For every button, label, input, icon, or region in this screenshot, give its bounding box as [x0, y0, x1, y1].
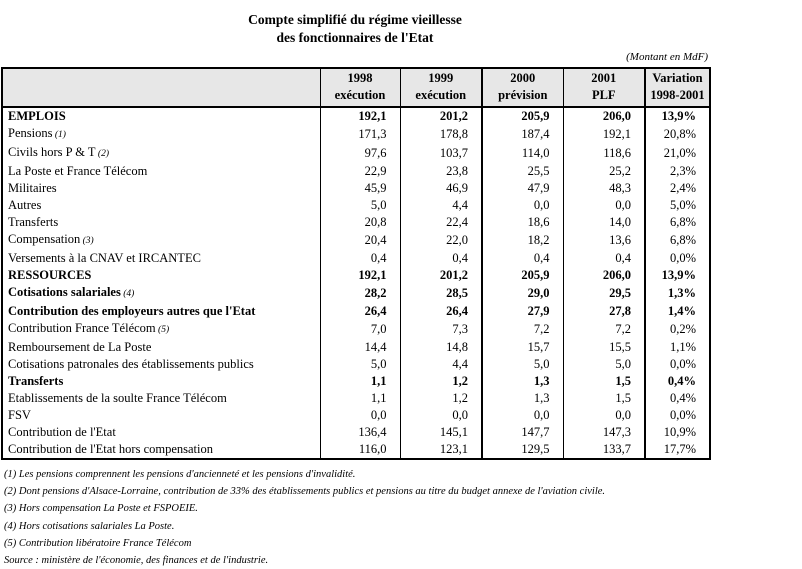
- value-cell: 28,5: [400, 284, 482, 303]
- table-body: [2, 107, 710, 459]
- value-cell: 205,9: [482, 107, 563, 125]
- table-row: [2, 303, 710, 320]
- table-row: [2, 214, 710, 231]
- value-cell: 0,0: [320, 407, 400, 424]
- table-row: [2, 250, 710, 267]
- row-label: RESSOURCES: [8, 268, 92, 282]
- value-cell: 205,9: [482, 267, 563, 284]
- value-cell: 1,3%: [645, 284, 710, 303]
- value-cell: 13,9%: [645, 107, 710, 125]
- table-row: [2, 267, 710, 284]
- footnote-marker: (5): [155, 325, 170, 335]
- value-cell: 5,0: [482, 356, 563, 373]
- value-cell: 133,7: [563, 441, 645, 459]
- row-label: Cotisations patronales des établissements publics: [8, 357, 254, 371]
- value-cell: 29,5: [563, 284, 645, 303]
- value-cell: 23,8: [400, 163, 482, 180]
- value-cell: 0,2%: [645, 320, 710, 339]
- value-cell: 13,9%: [645, 267, 710, 284]
- source-note: Source : ministère de l'économie, des finances et de l'industrie.: [4, 555, 269, 567]
- value-cell: 0,0: [482, 197, 563, 214]
- footnotes-list: [4, 466, 802, 552]
- value-cell: 114,0: [482, 144, 563, 163]
- unit-note: (Montant en MdF): [626, 51, 708, 63]
- value-cell: 20,4: [320, 231, 400, 250]
- table-row: [2, 441, 710, 459]
- table-row: [2, 320, 710, 339]
- value-cell: 145,1: [400, 424, 482, 441]
- value-cell: 129,5: [482, 441, 563, 459]
- row-label: Transferts: [8, 215, 59, 229]
- value-cell: 201,2: [400, 267, 482, 284]
- value-cell: 25,5: [482, 163, 563, 180]
- table-row: [2, 180, 710, 197]
- footnote-marker: (4): [120, 289, 135, 299]
- footnote: (2) Dont pensions d'Alsace-Lorraine, contribution de 33% des établissements publics et pensions au titre du budget annexe de l'aviation civile.: [4, 486, 606, 498]
- footnote-marker: (1): [52, 130, 66, 140]
- row-label: La Poste et France Télécom: [8, 164, 148, 178]
- value-cell: 116,0: [320, 441, 400, 459]
- value-cell: 0,4: [482, 250, 563, 267]
- value-cell: 25,2: [563, 163, 645, 180]
- row-label: Remboursement de La Poste: [8, 340, 152, 354]
- value-cell: 14,0: [563, 214, 645, 231]
- value-cell: 47,9: [482, 180, 563, 197]
- footnote: (1) Les pensions comprennent les pensions d'ancienneté et les pensions d'invalidité.: [4, 469, 356, 480]
- table-row: [2, 339, 710, 356]
- value-cell: 0,4: [320, 250, 400, 267]
- value-cell: 206,0: [563, 267, 645, 284]
- value-cell: 147,3: [563, 424, 645, 441]
- value-cell: 13,6: [563, 231, 645, 250]
- value-cell: 1,3: [482, 390, 563, 407]
- value-cell: 7,2: [482, 320, 563, 339]
- column-header-variation: Variation 1998-2001: [645, 68, 710, 107]
- value-cell: 0,4: [563, 250, 645, 267]
- value-cell: 26,4: [320, 303, 400, 320]
- row-label: Cotisations salariales (4): [8, 285, 135, 299]
- value-cell: 0,4: [400, 250, 482, 267]
- footnotes-block: [4, 466, 802, 569]
- value-cell: 14,8: [400, 339, 482, 356]
- value-cell: 5,0%: [645, 197, 710, 214]
- value-cell: 14,4: [320, 339, 400, 356]
- value-cell: 46,9: [400, 180, 482, 197]
- row-label: Contribution de l'Etat hors compensation: [8, 442, 213, 456]
- table-row: [2, 231, 710, 250]
- value-cell: 1,4%: [645, 303, 710, 320]
- value-cell: 1,2: [400, 390, 482, 407]
- row-label: Transferts: [8, 374, 64, 388]
- value-cell: 147,7: [482, 424, 563, 441]
- document-title-line2: des fonctionnaires de l'Etat: [276, 30, 434, 45]
- value-cell: 201,2: [400, 107, 482, 125]
- value-cell: 5,0: [320, 356, 400, 373]
- value-cell: 4,4: [400, 197, 482, 214]
- row-label: EMPLOIS: [8, 109, 66, 123]
- footnote-marker: (2): [95, 149, 109, 159]
- value-cell: 18,2: [482, 231, 563, 250]
- value-cell: 0,0%: [645, 407, 710, 424]
- document-title: [0, 0, 710, 47]
- table-row: [2, 284, 710, 303]
- value-cell: 48,3: [563, 180, 645, 197]
- table-row: [2, 163, 710, 180]
- value-cell: 206,0: [563, 107, 645, 125]
- footnote-marker: (3): [80, 236, 94, 246]
- pension-account-table: [1, 67, 711, 460]
- table-header: [2, 68, 710, 107]
- table-row: [2, 107, 710, 125]
- value-cell: 0,4%: [645, 390, 710, 407]
- row-label: Civils hors P & T (2): [8, 145, 109, 159]
- value-cell: 22,0: [400, 231, 482, 250]
- header-row: [2, 68, 710, 107]
- value-cell: 136,4: [320, 424, 400, 441]
- value-cell: 21,0%: [645, 144, 710, 163]
- row-label: Pensions (1): [8, 126, 66, 140]
- value-cell: 0,0%: [645, 356, 710, 373]
- table-row: [2, 144, 710, 163]
- table-row: [2, 424, 710, 441]
- row-label: Militaires: [8, 181, 57, 195]
- table-row: [2, 390, 710, 407]
- document-title-line1: Compte simplifié du régime vieillesse: [248, 12, 462, 27]
- row-label: Contribution France Télécom (5): [8, 321, 170, 335]
- value-cell: 0,0: [400, 407, 482, 424]
- row-label: Contribution de l'Etat: [8, 425, 116, 439]
- value-cell: 1,1: [320, 390, 400, 407]
- value-cell: 4,4: [400, 356, 482, 373]
- value-cell: 0,0: [482, 407, 563, 424]
- table-row: [2, 356, 710, 373]
- value-cell: 6,8%: [645, 214, 710, 231]
- footnote: (5) Contribution libératoire France Télécom: [4, 537, 192, 549]
- value-cell: 118,6: [563, 144, 645, 163]
- value-cell: 26,4: [400, 303, 482, 320]
- value-cell: 18,6: [482, 214, 563, 231]
- row-label: Versements à la CNAV et IRCANTEC: [8, 251, 201, 265]
- value-cell: 5,0: [563, 356, 645, 373]
- value-cell: 1,5: [563, 390, 645, 407]
- value-cell: 7,3: [400, 320, 482, 339]
- column-header-2000: 2000 prévision: [482, 68, 563, 107]
- footnote: (3) Hors compensation La Poste et FSPOEIE.: [4, 503, 198, 515]
- value-cell: 1,1: [320, 373, 400, 390]
- value-cell: 0,4%: [645, 373, 710, 390]
- value-cell: 123,1: [400, 441, 482, 459]
- value-cell: 22,9: [320, 163, 400, 180]
- value-cell: 5,0: [320, 197, 400, 214]
- value-cell: 187,4: [482, 125, 563, 144]
- value-cell: 0,0%: [645, 250, 710, 267]
- value-cell: 2,3%: [645, 163, 710, 180]
- table-row: [2, 373, 710, 390]
- value-cell: 27,8: [563, 303, 645, 320]
- table-row: [2, 197, 710, 214]
- row-label: Contribution des employeurs autres que l'Etat: [8, 304, 256, 318]
- row-label: Compensation (3): [8, 232, 94, 246]
- label-column-header: [2, 68, 320, 107]
- value-cell: 7,0: [320, 320, 400, 339]
- value-cell: 0,0: [563, 407, 645, 424]
- value-cell: 45,9: [320, 180, 400, 197]
- row-label: Autres: [8, 198, 42, 212]
- column-header-1999: 1999 exécution: [400, 68, 482, 107]
- table-row: [2, 125, 710, 144]
- row-label: FSV: [8, 408, 31, 422]
- value-cell: 2,4%: [645, 180, 710, 197]
- value-cell: 22,4: [400, 214, 482, 231]
- table-row: [2, 407, 710, 424]
- value-cell: 1,3: [482, 373, 563, 390]
- value-cell: 29,0: [482, 284, 563, 303]
- value-cell: 192,1: [320, 267, 400, 284]
- value-cell: 28,2: [320, 284, 400, 303]
- value-cell: 103,7: [400, 144, 482, 163]
- value-cell: 1,1%: [645, 339, 710, 356]
- value-cell: 192,1: [563, 125, 645, 144]
- value-cell: 27,9: [482, 303, 563, 320]
- footnote: (4) Hors cotisations salariales La Poste.: [4, 520, 175, 532]
- value-cell: 20,8: [320, 214, 400, 231]
- value-cell: 6,8%: [645, 231, 710, 250]
- value-cell: 15,5: [563, 339, 645, 356]
- value-cell: 192,1: [320, 107, 400, 125]
- value-cell: 10,9%: [645, 424, 710, 441]
- value-cell: 15,7: [482, 339, 563, 356]
- value-cell: 17,7%: [645, 441, 710, 459]
- value-cell: 171,3: [320, 125, 400, 144]
- column-header-1998: 1998 exécution: [320, 68, 400, 107]
- value-cell: 1,2: [400, 373, 482, 390]
- value-cell: 1,5: [563, 373, 645, 390]
- value-cell: 7,2: [563, 320, 645, 339]
- value-cell: 0,0: [563, 197, 645, 214]
- column-header-2001: 2001 PLF: [563, 68, 645, 107]
- row-label: Etablissements de la soulte France Télécom: [8, 391, 227, 405]
- value-cell: 178,8: [400, 125, 482, 144]
- value-cell: 20,8%: [645, 125, 710, 144]
- value-cell: 97,6: [320, 144, 400, 163]
